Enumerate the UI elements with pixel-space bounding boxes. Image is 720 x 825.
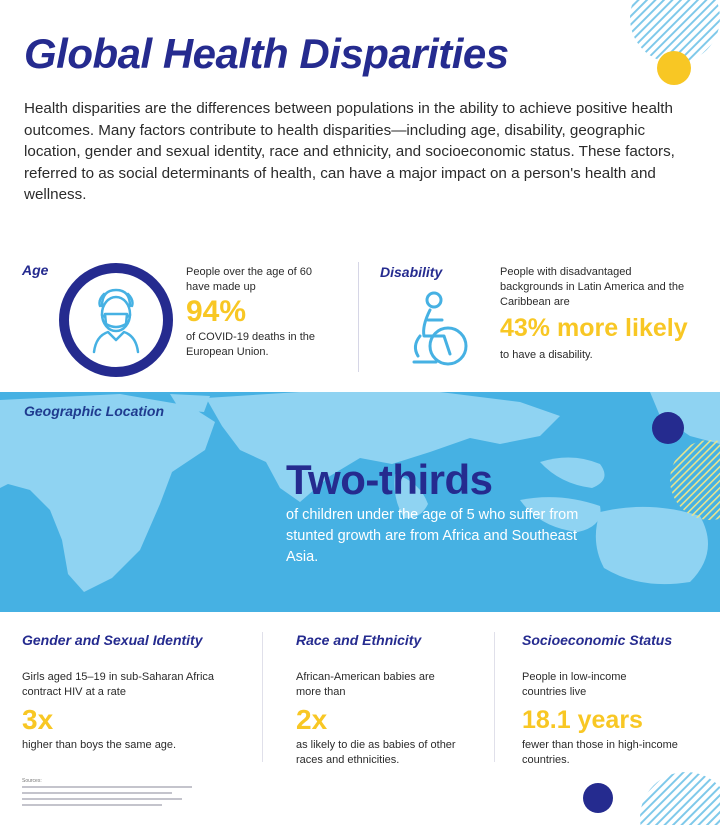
sources-label: Sources: <box>22 778 42 784</box>
age-text-before: People over the age of 60 have made up <box>186 266 312 293</box>
socioeconomic-text-after: fewer than those in high-income countries. <box>522 739 678 766</box>
disability-section-title: Disability <box>380 264 443 280</box>
source-line <box>22 804 162 806</box>
socioeconomic-stat: 18.1 years <box>522 706 643 734</box>
source-line <box>22 792 172 794</box>
race-stat: 2x <box>296 704 328 735</box>
page-title: Global Health Disparities <box>24 30 509 77</box>
race-section-title: Race and Ethnicity <box>296 632 422 648</box>
intro-paragraph: Health disparities are the differences between populations in the ability to achieve positive health outcomes. Many factors contribute to health disparities—including age, disability, geographic location, gender and sexual identity, race and ethnicity, and socioeconomic status. These factors, referred to as social determinants of health, can have a major impact on a person's health and wellness. <box>24 100 675 203</box>
gender-text-after: higher than boys the same age. <box>22 739 177 751</box>
source-line <box>22 798 182 800</box>
wheelchair-user-icon <box>404 290 484 370</box>
column-divider <box>262 632 263 762</box>
decorative-map-circles <box>648 410 720 520</box>
age-section-title: Age <box>22 262 49 278</box>
race-text-before: African-American babies are more than <box>296 671 435 698</box>
disability-text-before: People with disadvantaged backgrounds in Latin America and the Caribbean are <box>500 266 685 308</box>
race-text-after: as likely to die as babies of other races and ethnicities. <box>296 739 456 766</box>
age-text-after: of COVID-19 deaths in the European Union. <box>186 331 316 358</box>
disability-stat: 43% more likely <box>500 314 688 342</box>
gender-text-before: Girls aged 15–19 in sub-Saharan Africa contract HIV at a rate <box>22 671 215 698</box>
age-stat: 94% <box>186 295 247 328</box>
geographic-stat: Two-thirds <box>286 456 493 503</box>
elderly-person-mask-icon <box>58 262 174 378</box>
geographic-section-title: Geographic Location <box>24 403 165 419</box>
socioeconomic-section-title: Socioeconomic Status <box>522 632 673 648</box>
decorative-yellow-circle <box>654 48 694 88</box>
gender-stat: 3x <box>22 704 54 735</box>
geographic-text-after: of children under the age of 5 who suffer from stunted growth are from Africa and Southeast Asia. <box>286 507 579 565</box>
section-divider <box>358 262 359 372</box>
decorative-bottom-circles <box>576 768 720 825</box>
column-divider <box>494 632 495 762</box>
gender-section-title: Gender and Sexual Identity <box>22 632 203 648</box>
source-line <box>22 786 192 788</box>
socioeconomic-text-before: People in low-income countries live <box>522 671 627 698</box>
disability-text-after: to have a disability. <box>500 349 593 361</box>
